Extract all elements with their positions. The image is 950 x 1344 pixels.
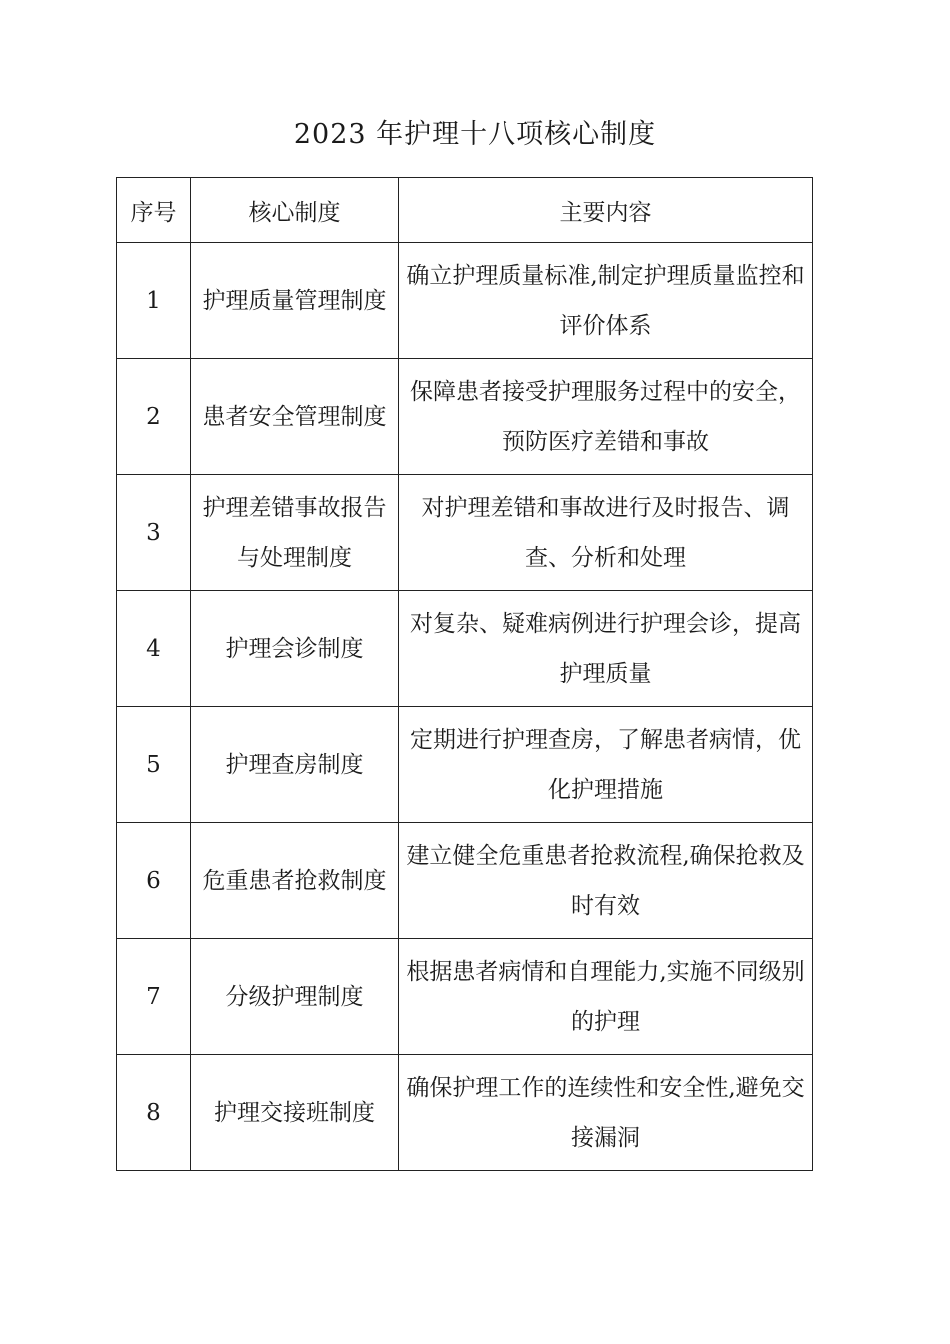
row-content: 确保护理工作的连续性和安全性,避免交接漏洞 (399, 1055, 813, 1171)
row-system-name: 护理查房制度 (191, 707, 399, 823)
table-row (117, 359, 813, 475)
table-row (117, 823, 813, 939)
row-content: 对复杂、疑难病例进行护理会诊，提高护理质量 (399, 591, 813, 707)
core-system-table (116, 177, 813, 1171)
row-number: 7 (117, 939, 191, 1055)
page-title: 2023 年护理十八项核心制度 (293, 119, 657, 150)
row-number: 1 (117, 243, 191, 359)
row-number: 8 (117, 1055, 191, 1171)
row-system-name: 分级护理制度 (191, 939, 399, 1055)
row-number: 4 (117, 591, 191, 707)
row-content: 保障患者接受护理服务过程中的安全，预防医疗差错和事故 (399, 359, 813, 475)
table-row (117, 591, 813, 707)
table-row (117, 707, 813, 823)
row-system-name: 患者安全管理制度 (191, 359, 399, 475)
table-header-row (117, 178, 813, 243)
table-row (117, 1055, 813, 1171)
row-content: 定期进行护理查房，了解患者病情，优化护理措施 (399, 707, 813, 823)
row-content: 确立护理质量标准,制定护理质量监控和评价体系 (399, 243, 813, 359)
row-number: 5 (117, 707, 191, 823)
row-system-name: 危重患者抢救制度 (191, 823, 399, 939)
row-number: 6 (117, 823, 191, 939)
row-number: 2 (117, 359, 191, 475)
table-row (117, 939, 813, 1055)
row-number: 3 (117, 475, 191, 591)
table-row (117, 243, 813, 359)
header-main-content: 主要内容 (399, 178, 813, 243)
header-number: 序号 (117, 178, 191, 243)
header-core-system: 核心制度 (191, 178, 399, 243)
table-row (117, 475, 813, 591)
row-system-name: 护理质量管理制度 (191, 243, 399, 359)
row-system-name: 护理交接班制度 (191, 1055, 399, 1171)
row-system-name: 护理会诊制度 (191, 591, 399, 707)
row-content: 对护理差错和事故进行及时报告、调查、分析和处理 (399, 475, 813, 591)
row-content: 根据患者病情和自理能力,实施不同级别的护理 (399, 939, 813, 1055)
row-content: 建立健全危重患者抢救流程,确保抢救及时有效 (399, 823, 813, 939)
row-system-name: 护理差错事故报告与处理制度 (191, 475, 399, 591)
